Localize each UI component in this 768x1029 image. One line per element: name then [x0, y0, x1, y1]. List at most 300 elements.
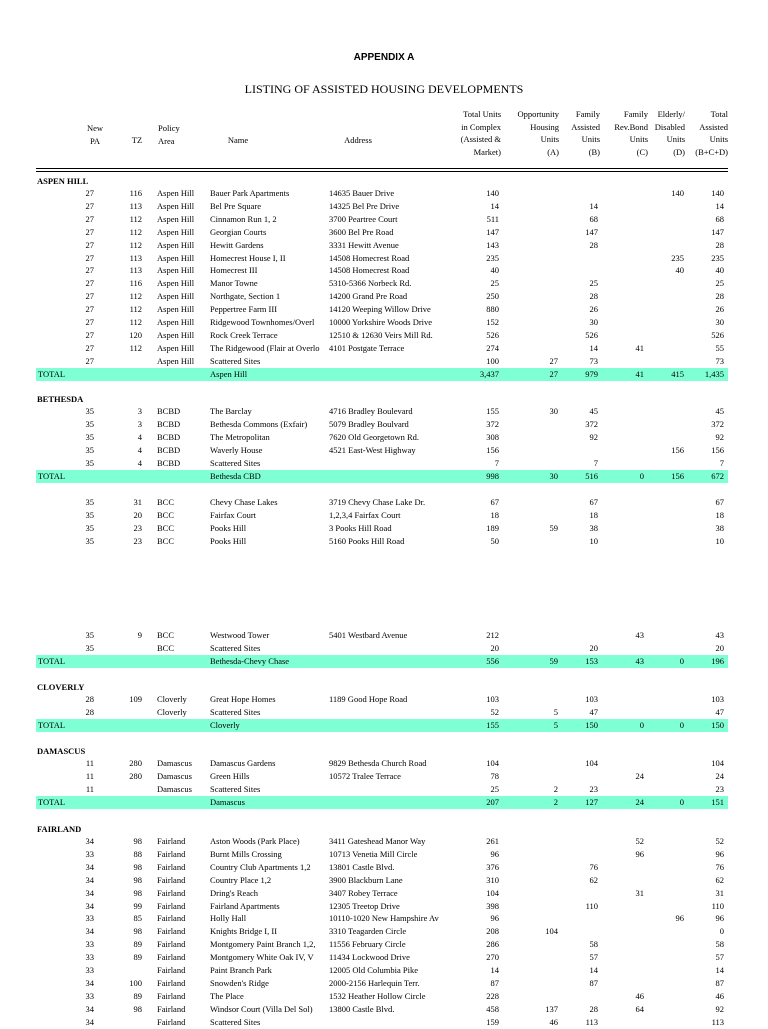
cell-policy-area: BCC: [157, 630, 175, 640]
table-row: [0, 213, 768, 226]
cell-address: 3411 Gateshead Manor Way: [329, 836, 426, 846]
cell-total-assisted: 526: [711, 329, 724, 340]
cell-pa: 33: [85, 939, 94, 950]
cell-policy-area: BCC: [157, 497, 175, 507]
total-total-assisted: 1,435: [704, 369, 724, 380]
total-row: [36, 655, 728, 668]
cell-pa: 27: [85, 252, 94, 263]
table-row: [0, 522, 768, 535]
cell-name: Country Club Apartments 1,2: [210, 861, 311, 872]
cell-address: 11434 Lockwood Drive: [329, 952, 410, 963]
total-opportunity-units: 5: [553, 720, 558, 731]
cell-pa: 34: [85, 926, 94, 937]
cell-total-assisted: 103: [711, 694, 724, 704]
cell-name: Bel Pre Square: [210, 200, 261, 211]
cell-total-units: 208: [486, 926, 499, 937]
cell-pa: 27: [85, 317, 94, 327]
total-row: [36, 368, 728, 381]
cell-tz: 98: [133, 861, 142, 872]
cell-family-units: 58: [589, 939, 598, 950]
cell-total-units: 87: [490, 977, 499, 988]
cell-name: Georgian Courts: [210, 226, 267, 237]
cell-total-units: 96: [490, 848, 499, 859]
cell-policy-area: Aspen Hill: [157, 278, 195, 289]
cell-total-units: 458: [486, 1003, 499, 1014]
cell-total-assisted: 104: [711, 758, 724, 768]
cell-name: Pooks Hill: [210, 535, 247, 546]
total-total-units: 3,437: [479, 369, 499, 380]
cell-family-units: 38: [589, 522, 598, 533]
cell-address: 11556 February Circle: [329, 939, 406, 950]
cell-family-rev-bond-units: 41: [635, 342, 644, 353]
section-heading: FAIRLAND: [37, 824, 82, 834]
cell-family-units: 372: [585, 418, 598, 429]
cell-pa: 27: [85, 291, 94, 302]
cell-family-rev-bond-units: 96: [635, 848, 644, 859]
header-name: Name: [227, 135, 249, 145]
cell-tz: 88: [133, 848, 142, 859]
cell-policy-area: Damascus: [157, 758, 192, 768]
cell-pa: 27: [85, 329, 94, 340]
cell-address: 1532 Heather Hollow Circle: [329, 990, 426, 1001]
cell-total-assisted: 28: [715, 291, 724, 302]
cell-elderly-units: 235: [671, 252, 684, 263]
cell-total-units: 18: [490, 509, 499, 520]
table-row: [0, 303, 768, 316]
cell-total-assisted: 235: [711, 252, 724, 263]
cell-policy-area: Aspen Hill: [157, 200, 195, 211]
cell-tz: 3: [137, 418, 142, 429]
total-area-name: Damascus: [210, 797, 245, 808]
cell-name: The Place: [210, 990, 244, 1001]
cell-address: 12305 Treetop Drive: [329, 900, 400, 911]
cell-policy-area: Fairland: [157, 965, 186, 975]
total-label: TOTAL: [38, 720, 66, 731]
cell-opportunity-units: 104: [545, 926, 558, 937]
cell-total-units: 20: [490, 642, 499, 653]
cell-address: 5160 Pooks Hill Road: [329, 535, 405, 546]
cell-total-assisted: 18: [715, 509, 724, 520]
cell-name: Ridgewood Townhomes/Overl: [210, 317, 315, 327]
cell-address: 13800 Castle Blvd.: [329, 1003, 395, 1014]
cell-policy-area: Fairland: [157, 913, 186, 924]
cell-address: 3331 Hewitt Avenue: [329, 239, 399, 250]
table-row: [0, 977, 768, 990]
cell-total-assisted: 92: [715, 431, 724, 442]
cell-tz: 100: [129, 977, 142, 988]
cell-total-assisted: 24: [715, 770, 724, 781]
cell-total-units: 274: [486, 342, 499, 353]
header-elderly-disabled: Elderly/ Disabled Units (D): [654, 109, 685, 157]
cell-tz: 112: [129, 317, 142, 327]
cell-total-assisted: 7: [719, 457, 724, 468]
total-family-rev-bond-units: 41: [635, 369, 644, 380]
cell-total-assisted: 57: [715, 952, 724, 963]
cell-pa: 27: [85, 265, 94, 276]
cell-policy-area: Fairland: [157, 977, 186, 988]
cell-pa: 33: [85, 965, 94, 975]
cell-family-units: 7: [593, 457, 598, 468]
cell-policy-area: Aspen Hill: [157, 239, 195, 250]
cell-total-assisted: 73: [715, 355, 724, 366]
cell-pa: 35: [85, 444, 94, 455]
cell-policy-area: Aspen Hill: [157, 252, 195, 263]
total-opportunity-units: 2: [553, 797, 558, 808]
cell-total-units: 286: [486, 939, 499, 950]
total-area-name: Cloverly: [210, 720, 240, 731]
total-family-units: 127: [585, 797, 598, 808]
cell-opportunity-units: 30: [549, 406, 558, 416]
table-row: [0, 912, 768, 925]
cell-address: 7620 Old Georgetown Rd.: [329, 431, 420, 442]
cell-total-assisted: 55: [715, 342, 724, 353]
cell-pa: 34: [85, 861, 94, 872]
cell-total-assisted: 25: [715, 278, 724, 289]
table-row: [0, 835, 768, 848]
cell-total-assisted: 38: [715, 522, 724, 533]
cell-address: 10110-1020 New Hampshire Av: [329, 913, 439, 924]
cell-policy-area: Aspen Hill: [157, 304, 195, 315]
total-total-assisted: 196: [711, 656, 724, 667]
cell-total-units: 376: [486, 861, 499, 872]
total-elderly-units: 156: [671, 471, 684, 481]
total-family-rev-bond-units: 24: [635, 797, 644, 808]
total-total-assisted: 150: [711, 720, 724, 731]
cell-total-units: 147: [486, 226, 499, 237]
table-row: [0, 770, 768, 783]
cell-name: Knights Bridge I, II: [210, 926, 278, 937]
cell-total-units: 78: [490, 770, 499, 781]
cell-address: 5079 Bradley Boulvard: [329, 418, 409, 429]
cell-tz: 113: [129, 252, 142, 263]
cell-policy-area: BCBD: [157, 418, 181, 429]
table-row: [0, 848, 768, 861]
cell-total-units: 156: [486, 444, 499, 455]
cell-tz: 85: [133, 913, 142, 924]
cell-family-units: 47: [589, 706, 598, 717]
cell-name: Damascus Gardens: [210, 758, 276, 768]
total-opportunity-units: 30: [549, 471, 558, 481]
table-row: [0, 990, 768, 1003]
cell-total-assisted: 40: [715, 265, 724, 276]
cell-name: Homecrest House I, II: [210, 252, 286, 263]
table-row: [0, 457, 768, 470]
total-family-rev-bond-units: 0: [639, 720, 644, 731]
cell-name: Holly Hall: [210, 913, 247, 924]
cell-family-units: 45: [589, 406, 598, 416]
cell-family-units: 147: [585, 226, 598, 237]
cell-address: 3310 Teagarden Circle: [329, 926, 407, 937]
table-row: [0, 964, 768, 977]
table-row: [0, 887, 768, 900]
cell-policy-area: BCBD: [157, 431, 181, 442]
cell-family-units: 28: [589, 239, 598, 250]
cell-total-assisted: 113: [711, 1016, 724, 1027]
cell-policy-area: Cloverly: [157, 706, 187, 717]
table-row: [0, 642, 768, 655]
cell-address: 5401 Westbard Avenue: [329, 630, 408, 640]
cell-total-units: 104: [486, 758, 499, 768]
cell-name: Windsor Court (Villa Del Sol): [210, 1003, 313, 1014]
cell-pa: 27: [85, 342, 94, 353]
cell-policy-area: Aspen Hill: [157, 317, 195, 327]
total-elderly-units: 0: [679, 797, 684, 808]
cell-family-units: 110: [585, 900, 598, 911]
table-row: [0, 706, 768, 719]
cell-family-units: 28: [589, 291, 598, 302]
total-opportunity-units: 59: [549, 656, 558, 667]
cell-policy-area: BCBD: [157, 444, 181, 455]
cell-policy-area: Aspen Hill: [157, 226, 195, 237]
cell-address: 10000 Yorkshire Woods Drive: [329, 317, 433, 327]
table-row: [0, 290, 768, 303]
cell-family-units: 14: [589, 342, 598, 353]
cell-address: 14325 Bel Pre Drive: [329, 200, 400, 211]
cell-tz: 89: [133, 990, 142, 1001]
total-row: [36, 470, 728, 483]
cell-name: Great Hope Homes: [210, 694, 276, 704]
cell-policy-area: Fairland: [157, 990, 186, 1001]
cell-total-assisted: 87: [715, 977, 724, 988]
cell-pa: 33: [85, 990, 94, 1001]
cell-name: Paint Branch Park: [210, 965, 272, 975]
cell-tz: 116: [129, 278, 142, 289]
header-family-rev-bond: Family Rev.Bond Units (C): [614, 109, 648, 157]
total-total-units: 155: [486, 720, 499, 731]
cell-total-assisted: 96: [715, 848, 724, 859]
cell-address: 14200 Grand Pre Road: [329, 291, 408, 302]
cell-name: Pooks Hill: [210, 522, 247, 533]
table-row: [0, 252, 768, 265]
table-row: [0, 239, 768, 252]
cell-name: Waverly House: [210, 444, 263, 455]
cell-tz: 4: [137, 431, 142, 442]
cell-name: Fairfax Court: [210, 509, 257, 520]
cell-name: Rock Creek Terrace: [210, 329, 278, 340]
cell-family-units: 103: [585, 694, 598, 704]
cell-family-rev-bond-units: 24: [635, 770, 644, 781]
cell-pa: 28: [85, 706, 94, 717]
cell-total-units: 261: [486, 836, 499, 846]
cell-total-assisted: 92: [715, 1003, 724, 1014]
cell-pa: 35: [85, 509, 94, 520]
cell-total-assisted: 45: [715, 406, 724, 416]
cell-name: Fairland Apartments: [210, 900, 280, 911]
table-row: [0, 938, 768, 951]
cell-family-units: 113: [585, 1016, 598, 1027]
cell-tz: 89: [133, 952, 142, 963]
cell-family-units: 68: [589, 213, 598, 224]
cell-total-assisted: 156: [711, 444, 724, 455]
table-row: [0, 355, 768, 368]
cell-pa: 35: [85, 535, 94, 546]
cell-policy-area: Fairland: [157, 939, 186, 950]
cell-total-units: 7: [494, 457, 499, 468]
total-opportunity-units: 27: [549, 369, 558, 380]
cell-name: Peppertree Farm III: [210, 304, 278, 315]
cell-policy-area: Damascus: [157, 783, 192, 794]
cell-total-units: 270: [486, 952, 499, 963]
cell-pa: 27: [85, 239, 94, 250]
cell-tz: 112: [129, 291, 142, 302]
cell-tz: 280: [129, 758, 142, 768]
cell-tz: 31: [133, 497, 142, 507]
cell-name: The Metropolitan: [210, 431, 270, 442]
cell-tz: 3: [137, 406, 142, 416]
cell-total-units: 398: [486, 900, 499, 911]
cell-pa: 34: [85, 1016, 94, 1027]
total-family-rev-bond-units: 0: [639, 471, 644, 481]
cell-policy-area: Fairland: [157, 952, 186, 963]
cell-pa: 35: [85, 418, 94, 429]
cell-opportunity-units: 59: [549, 522, 558, 533]
cell-address: 4521 East-West Highway: [329, 444, 416, 455]
cell-family-units: 92: [589, 431, 598, 442]
total-label: TOTAL: [38, 656, 66, 667]
cell-policy-area: Aspen Hill: [157, 188, 195, 198]
table-row: [0, 509, 768, 522]
cell-total-assisted: 67: [715, 497, 724, 507]
cell-policy-area: Fairland: [157, 1016, 186, 1027]
total-total-assisted: 151: [711, 797, 724, 808]
table-row: [0, 496, 768, 509]
cell-pa: 34: [85, 900, 94, 911]
cell-name: Country Place 1,2: [210, 874, 272, 885]
table-row: [0, 757, 768, 770]
cell-address: 3407 Robey Terrace: [329, 887, 398, 898]
cell-tz: 9: [137, 630, 142, 640]
table-row: [0, 951, 768, 964]
cell-total-units: 155: [486, 406, 499, 416]
cell-opportunity-units: 5: [553, 706, 558, 717]
table-row: [0, 431, 768, 444]
cell-address: 3700 Peartree Court: [329, 213, 398, 224]
cell-name: Cinnamon Run 1, 2: [210, 213, 277, 224]
cell-total-assisted: 30: [715, 317, 724, 327]
cell-tz: 99: [133, 900, 142, 911]
cell-family-units: 20: [589, 642, 598, 653]
section-heading: ASPEN HILL: [37, 176, 89, 186]
cell-pa: 35: [85, 457, 94, 468]
cell-total-units: 25: [490, 783, 499, 794]
cell-address: 14120 Weeping Willow Drive: [329, 304, 431, 315]
cell-policy-area: Aspen Hill: [157, 355, 195, 366]
total-total-units: 207: [486, 797, 499, 808]
cell-name: Montgomery White Oak IV, V: [210, 952, 314, 963]
cell-total-assisted: 96: [715, 913, 724, 924]
cell-total-assisted: 14: [715, 965, 724, 975]
cell-total-units: 52: [490, 706, 499, 717]
total-family-units: 150: [585, 720, 598, 731]
cell-address: 5310-5366 Norbeck Rd.: [329, 278, 412, 289]
cell-total-assisted: 0: [719, 926, 724, 937]
cell-address: 13801 Castle Blvd.: [329, 861, 395, 872]
cell-total-units: 526: [486, 329, 499, 340]
cell-family-units: 28: [589, 1003, 598, 1014]
cell-tz: 23: [133, 522, 142, 533]
cell-total-assisted: 43: [715, 630, 724, 640]
cell-total-assisted: 20: [715, 642, 724, 653]
cell-family-rev-bond-units: 64: [635, 1003, 644, 1014]
cell-address: 3600 Bel Pre Road: [329, 226, 394, 237]
cell-family-units: 104: [585, 758, 598, 768]
cell-total-assisted: 372: [711, 418, 724, 429]
cell-pa: 35: [85, 406, 94, 416]
cell-pa: 35: [85, 642, 94, 653]
cell-pa: 33: [85, 913, 94, 924]
cell-policy-area: Aspen Hill: [157, 265, 195, 276]
cell-address: 1189 Good Hope Road: [329, 694, 408, 704]
cell-name: Aston Woods (Park Place): [210, 836, 300, 846]
cell-elderly-units: 156: [671, 444, 684, 455]
total-family-units: 516: [585, 471, 598, 481]
cell-policy-area: Fairland: [157, 836, 186, 846]
cell-policy-area: BCC: [157, 535, 175, 546]
total-elderly-units: 0: [679, 656, 684, 667]
cell-family-units: 87: [589, 977, 598, 988]
cell-address: 14508 Homecrest Road: [329, 265, 410, 276]
total-family-units: 153: [585, 656, 598, 667]
cell-pa: 34: [85, 874, 94, 885]
cell-total-assisted: 58: [715, 939, 724, 950]
table-row: [0, 629, 768, 642]
cell-address: 4716 Bradley Boulevard: [329, 406, 413, 416]
cell-pa: 27: [85, 278, 94, 289]
cell-tz: 120: [129, 329, 142, 340]
cell-pa: 27: [85, 304, 94, 315]
cell-pa: 27: [85, 355, 94, 366]
cell-policy-area: Fairland: [157, 848, 186, 859]
cell-opportunity-units: 46: [549, 1016, 558, 1027]
cell-family-units: 73: [589, 355, 598, 366]
cell-total-units: 189: [486, 522, 499, 533]
cell-tz: 116: [129, 188, 142, 198]
cell-tz: 4: [137, 444, 142, 455]
cell-total-units: 140: [486, 188, 499, 198]
cell-name: Hewitt Gardens: [210, 239, 264, 250]
cell-family-rev-bond-units: 46: [635, 990, 644, 1001]
cell-total-units: 96: [490, 913, 499, 924]
cell-family-rev-bond-units: 52: [635, 836, 644, 846]
cell-pa: 34: [85, 836, 94, 846]
cell-total-units: 250: [486, 291, 499, 302]
cell-name: Bethesda Commons (Exfair): [210, 418, 308, 429]
cell-family-rev-bond-units: 31: [635, 887, 644, 898]
cell-total-assisted: 26: [715, 304, 724, 315]
cell-pa: 34: [85, 1003, 94, 1014]
total-elderly-units: 415: [671, 369, 684, 380]
appendix-label: APPENDIX A: [353, 52, 415, 63]
cell-total-units: 25: [490, 278, 499, 289]
cell-address: 10713 Venetia Mill Circle: [329, 848, 418, 859]
cell-tz: 89: [133, 939, 142, 950]
total-row: [36, 796, 728, 809]
cell-name: The Barclay: [210, 406, 252, 416]
cell-policy-area: BCC: [157, 642, 175, 653]
cell-family-units: 30: [589, 317, 598, 327]
total-elderly-units: 0: [679, 720, 684, 731]
table-row: [0, 1003, 768, 1016]
cell-name: Montgomery Paint Branch 1,2,: [210, 939, 316, 950]
document-title: LISTING OF ASSISTED HOUSING DEVELOPMENTS: [244, 82, 524, 96]
cell-policy-area: BCC: [157, 509, 175, 520]
cell-policy-area: BCBD: [157, 406, 181, 416]
table-row: [0, 226, 768, 239]
cell-total-units: 159: [486, 1016, 499, 1027]
cell-tz: 112: [129, 239, 142, 250]
cell-family-rev-bond-units: 43: [635, 630, 644, 640]
table-row: [0, 1016, 768, 1029]
